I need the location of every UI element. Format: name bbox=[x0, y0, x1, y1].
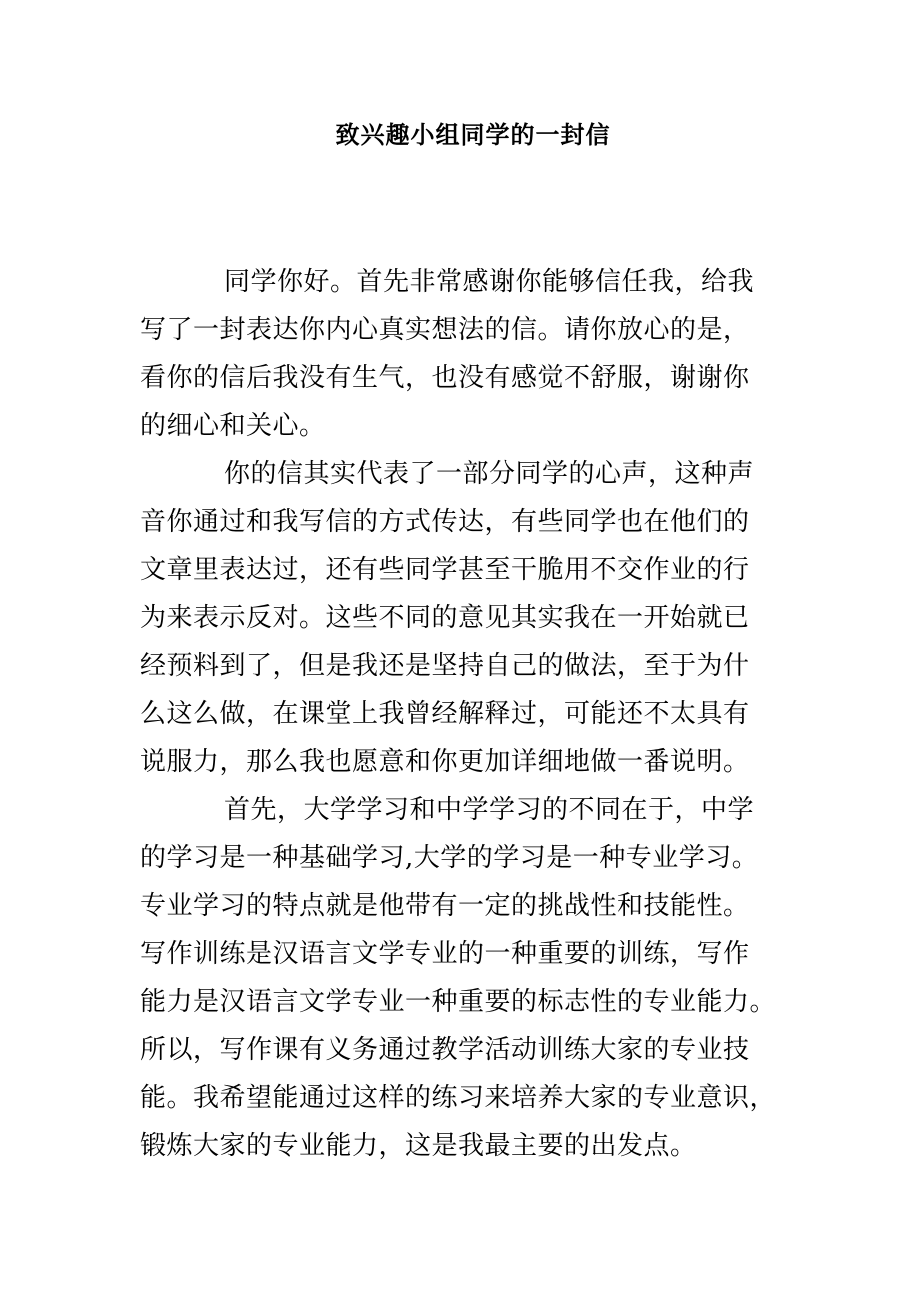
paragraph-1 bbox=[140, 258, 800, 450]
text-line: 锻炼大家的专业能力，这是我最主要的出发点。 bbox=[140, 1131, 697, 1161]
document-title: 致兴趣小组同学的一封信 bbox=[335, 120, 611, 149]
text-line: 能。我希望能通过这样的练习来培养大家的专业意识， bbox=[140, 1083, 777, 1113]
text-line: 说服力，那么我也愿意和你更加详细地做一番说明。 bbox=[140, 747, 750, 777]
text-line: 看你的信后我没有生气，也没有感觉不舒服，谢谢你 bbox=[140, 363, 750, 393]
text-line: 音你通过和我写信的方式传达，有些同学也在他们的 bbox=[140, 507, 750, 537]
text-line: 写了一封表达你内心真实想法的信。请你放心的是， bbox=[140, 315, 750, 345]
letter-body bbox=[140, 258, 800, 1170]
text-line: 同学你好。首先非常感谢你能够信任我，给我 bbox=[224, 267, 755, 297]
text-line: 专业学习的特点就是他带有一定的挑战性和技能性。 bbox=[140, 891, 750, 921]
text-line: 首先，大学学习和中学学习的不同在于，中学 bbox=[224, 795, 755, 825]
text-line: 所以，写作课有义务通过教学活动训练大家的专业技 bbox=[140, 1035, 750, 1065]
paragraph-2 bbox=[140, 450, 800, 786]
paragraph-3 bbox=[140, 786, 800, 1170]
text-line: 的细心和关心。 bbox=[140, 411, 326, 441]
text-line: 能力是汉语言文学专业一种重要的标志性的专业能力。 bbox=[140, 987, 777, 1017]
text-line: 么这么做，在课堂上我曾经解释过，可能还不太具有 bbox=[140, 699, 750, 729]
text-line: 为来表示反对。这些不同的意见其实我在一开始就已 bbox=[140, 603, 750, 633]
text-line: 你的信其实代表了一部分同学的心声，这种声 bbox=[224, 459, 755, 489]
text-line: 的学习是一种基础学习,大学的学习是一种专业学习。 bbox=[140, 843, 759, 873]
text-line: 文章里表达过，还有些同学甚至干脆用不交作业的行 bbox=[140, 555, 750, 585]
text-line: 经预料到了，但是我还是坚持自己的做法，至于为什 bbox=[140, 651, 750, 681]
text-line: 写作训练是汉语言文学专业的一种重要的训练，写作 bbox=[140, 939, 750, 969]
